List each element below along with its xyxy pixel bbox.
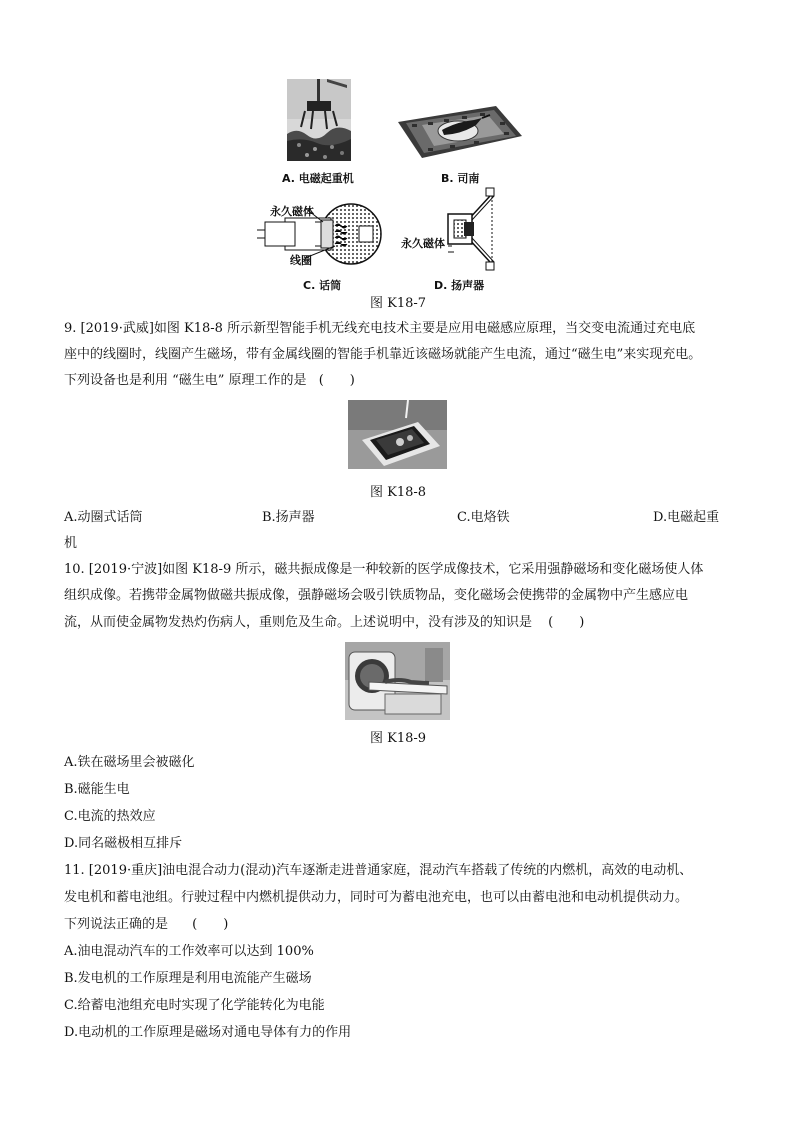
- q11-answer-paren: ( ): [192, 917, 229, 932]
- figure-caption-b: B. 司南: [441, 172, 480, 185]
- q11-line-3-text: 下列说法正确的是: [64, 917, 169, 932]
- q11-line-2: 发电机和蓄电池组。行驶过程中内燃机提供动力，同时可为蓄电池充电，也可以由蓄电池和电动机提供动力。: [64, 890, 689, 905]
- q9-option-a: A.动圈式话筒: [64, 510, 143, 525]
- q10-option-c: C.电流的热效应: [64, 809, 156, 824]
- loudspeaker-diagram: [440, 186, 504, 272]
- microphone-magnet-label: 永久磁体: [270, 205, 314, 218]
- figure-caption-k18-8: 图 K18-8: [370, 485, 427, 500]
- crane-photo: [287, 79, 351, 161]
- figure-caption-k18-7: 图 K18-7: [370, 296, 427, 311]
- q10-line-3: [64, 614, 584, 632]
- q9-line-2: 座中的线圈时，线圈产生磁场，带有金属线圈的智能手机靠近该磁场就能产生电流，通过“磁生电”来实现充电。: [64, 347, 702, 362]
- mri-scanner-photo: [345, 642, 450, 720]
- wireless-charger-photo: [348, 400, 447, 469]
- q11-line-3: [64, 916, 228, 934]
- q11-option-a: A.油电混动汽车的工作效率可以达到 100%: [64, 944, 314, 959]
- q11-line-1: 11. [2019·重庆]油电混合动力(混动)汽车逐渐走进普通家庭，混动汽车搭载了传统的内燃机，高效的电动机、: [64, 863, 693, 878]
- microphone-coil-label: 线圈: [290, 254, 312, 267]
- q9-line-1: 9. [2019·武威]如图 K18-8 所示新型智能手机无线充电技术主要是应用电磁感应原理，当交变电流通过充电底: [64, 321, 696, 336]
- q10-option-b: B.磁能生电: [64, 782, 130, 797]
- q10-line-2: 组织成像。若携带金属物做磁共振成像，强静磁场会吸引铁质物品，变化磁场会使携带的金属物中产生感应电: [64, 588, 689, 603]
- figure-caption-d: D. 扬声器: [434, 279, 485, 292]
- q9-option-d: D.电磁起重: [653, 510, 720, 525]
- q9-line-3-text: 下列设备也是利用 “磁生电” 原理工作的是: [64, 373, 307, 388]
- q9-option-c: C.电烙铁: [457, 510, 510, 525]
- q11-option-c: C.给蓄电池组充电时实现了化学能转化为电能: [64, 998, 325, 1013]
- sinan-photo: [392, 100, 526, 162]
- q10-line-3-text: 流，从而使金属物发热灼伤病人，重则危及生命。上述说明中，没有涉及的知识是: [64, 615, 533, 630]
- q9-option-b: B.扬声器: [262, 510, 315, 525]
- q9-answer-paren: ( ): [318, 373, 355, 388]
- figure-caption-c: C. 话筒: [303, 279, 342, 292]
- loudspeaker-magnet-label: 永久磁体: [401, 237, 445, 250]
- figure-caption-k18-9: 图 K18-9: [370, 731, 427, 746]
- q10-option-a: A.铁在磁场里会被磁化: [64, 755, 195, 770]
- q11-option-d: D.电动机的工作原理是磁场对通电导体有力的作用: [64, 1025, 352, 1040]
- figure-caption-a: A. 电磁起重机: [282, 172, 354, 185]
- q10-option-d: D.同名磁极相互排斥: [64, 836, 183, 851]
- q9-line-3: [64, 372, 355, 390]
- q9-option-d-wrap: 机: [64, 536, 78, 551]
- q10-line-1: 10. [2019·宁波]如图 K18-9 所示，磁共振成像是一种较新的医学成像技术，它采用强静磁场和变化磁场使人体: [64, 562, 704, 577]
- q11-option-b: B.发电机的工作原理是利用电流能产生磁场: [64, 971, 312, 986]
- q10-answer-paren: ( ): [548, 615, 585, 630]
